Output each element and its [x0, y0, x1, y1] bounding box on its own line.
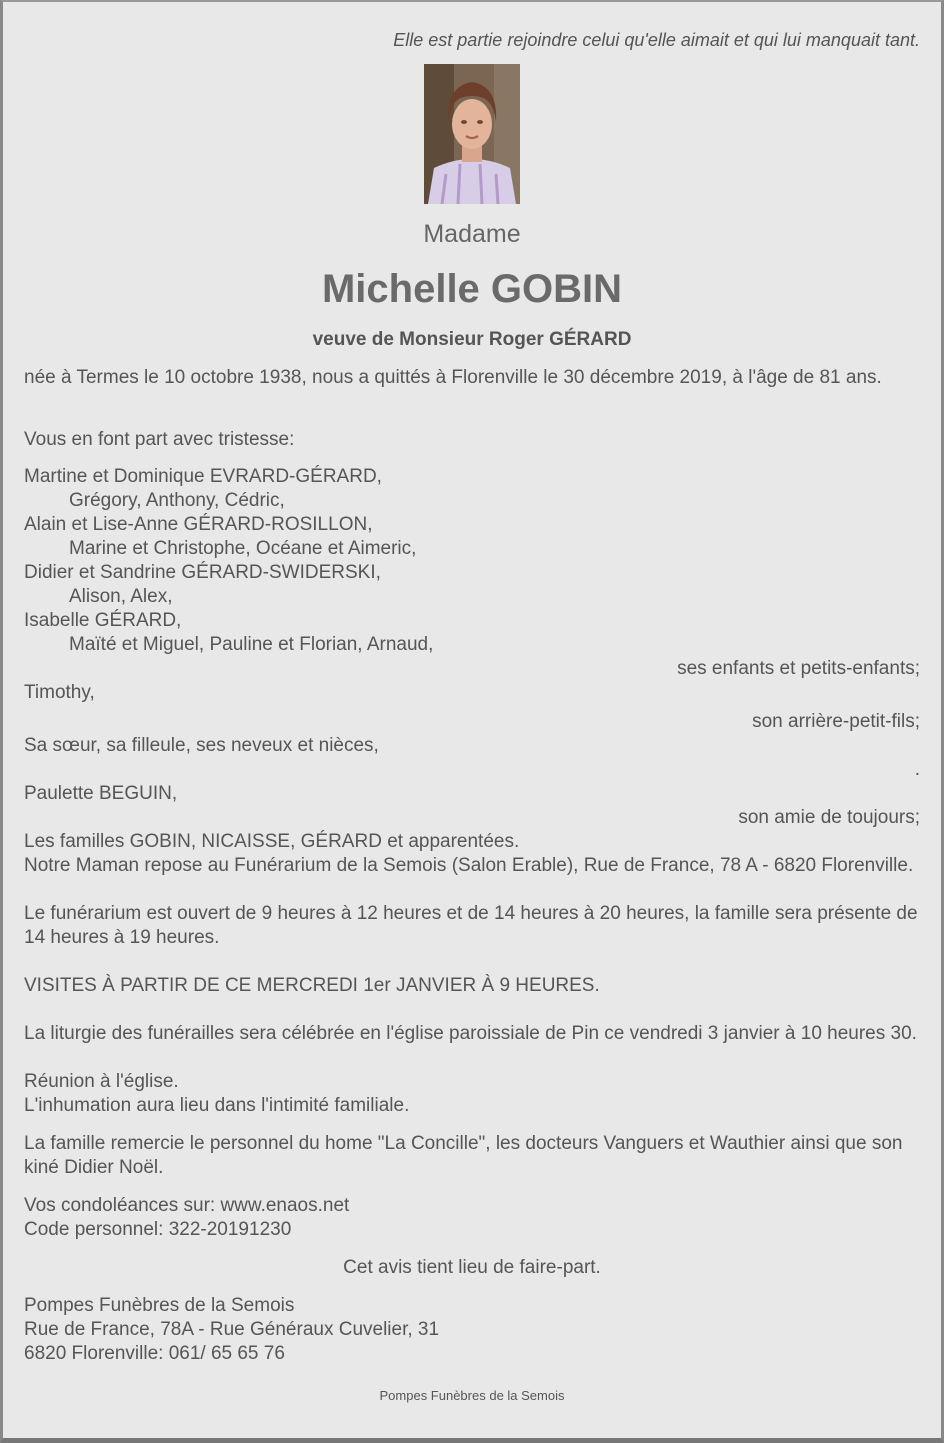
intro-text: Vous en font part avec tristesse: — [24, 429, 295, 450]
portrait-illustration — [424, 64, 520, 204]
great-grandchild: Timothy, — [24, 682, 95, 703]
funeral-home-block — [24, 1294, 920, 1366]
honorific: Madame — [423, 220, 521, 248]
family-kids-3: Alison, Alex, — [69, 586, 173, 607]
family-couple-2: Alain et Lise-Anne GÉRARD-ROSILLON, — [24, 514, 373, 535]
opening-hours: Le funérarium est ouvert de 9 heures à 12 heures et de 14 heures à 20 heures, la famille sera présente de 14 heures à 19 heures. — [24, 903, 918, 948]
sister-text: Sa sœur, sa filleule, ses neveux et nièces, — [24, 735, 379, 756]
family-kids-2: Marine et Christophe, Océane et Aimeric, — [69, 538, 417, 559]
friend-text: Paulette BEGUIN, — [24, 783, 178, 804]
family-couple-3: Didier et Sandrine GÉRARD-SWIDERSKI, — [24, 562, 381, 583]
family-couple-4: Isabelle GÉRARD, — [24, 610, 182, 631]
family-kids-4: Maïté et Miguel, Pauline et Florian, Arnaud, — [69, 634, 434, 655]
visits-text: VISITES À PARTIR DE CE MERCREDI 1er JANVIER À 9 HEURES. — [24, 975, 600, 996]
thanks-text: La famille remercie le personnel du home "La Concille", les docteurs Vanguers et Wauthier ainsi que son kiné Didier Noël. — [24, 1133, 903, 1178]
epitaph: Elle est partie rejoindre celui qu'elle aimait et qui lui manquait tant. — [393, 30, 920, 50]
children-role: ses enfants et petits-enfants; — [677, 658, 920, 679]
portrait-photo — [424, 64, 520, 204]
meeting-text: Réunion à l'église. — [24, 1071, 179, 1092]
rest-location: Notre Maman repose au Funérarium de la Semois (Salon Erable), Rue de France, 78 A - 6820 Florenville. — [24, 855, 914, 876]
footer-credit: Pompes Funèbres de la Semois — [379, 1388, 565, 1403]
great-grandchild-role: son arrière-petit-fils; — [752, 711, 920, 732]
families-text: Les familles GOBIN, NICAISSE, GÉRARD et apparentées. — [24, 831, 520, 852]
family-kids-1: Grégory, Anthony, Cédric, — [69, 490, 285, 511]
friend-role: son amie de toujours; — [738, 807, 920, 828]
funeral-home-address: Rue de France, 78A - Rue Généraux Cuvelier, 31 — [24, 1319, 440, 1340]
condolences-text: Vos condoléances sur: www.enaos.net — [24, 1195, 350, 1216]
liturgy-text: La liturgie des funérailles sera célébrée en l'église paroissiale de Pin ce vendredi 3 janvier à 10 heures 30. — [24, 1023, 917, 1044]
burial-text: L'inhumation aura lieu dans l'intimité familiale. — [24, 1095, 410, 1116]
notice-text: Cet avis tient lieu de faire-part. — [343, 1257, 601, 1278]
deceased-name: Michelle GOBIN — [321, 267, 623, 311]
widow-of: veuve de Monsieur Roger GÉRARD — [312, 329, 632, 350]
birth-death-text: née à Termes le 10 octobre 1938, nous a quittés à Florenville le 30 décembre 2019, à l'âge de 81 ans. — [24, 367, 882, 388]
family-list — [24, 465, 920, 705]
funeral-home-name: Pompes Funèbres de la Semois — [24, 1295, 295, 1316]
funeral-home-phone: 6820 Florenville: 061/ 65 65 76 — [24, 1343, 285, 1364]
personal-code: Code personnel: 322-20191230 — [24, 1219, 292, 1240]
sister-role: . — [914, 759, 920, 780]
family-couple-1: Martine et Dominique EVRARD-GÉRARD, — [24, 466, 382, 487]
